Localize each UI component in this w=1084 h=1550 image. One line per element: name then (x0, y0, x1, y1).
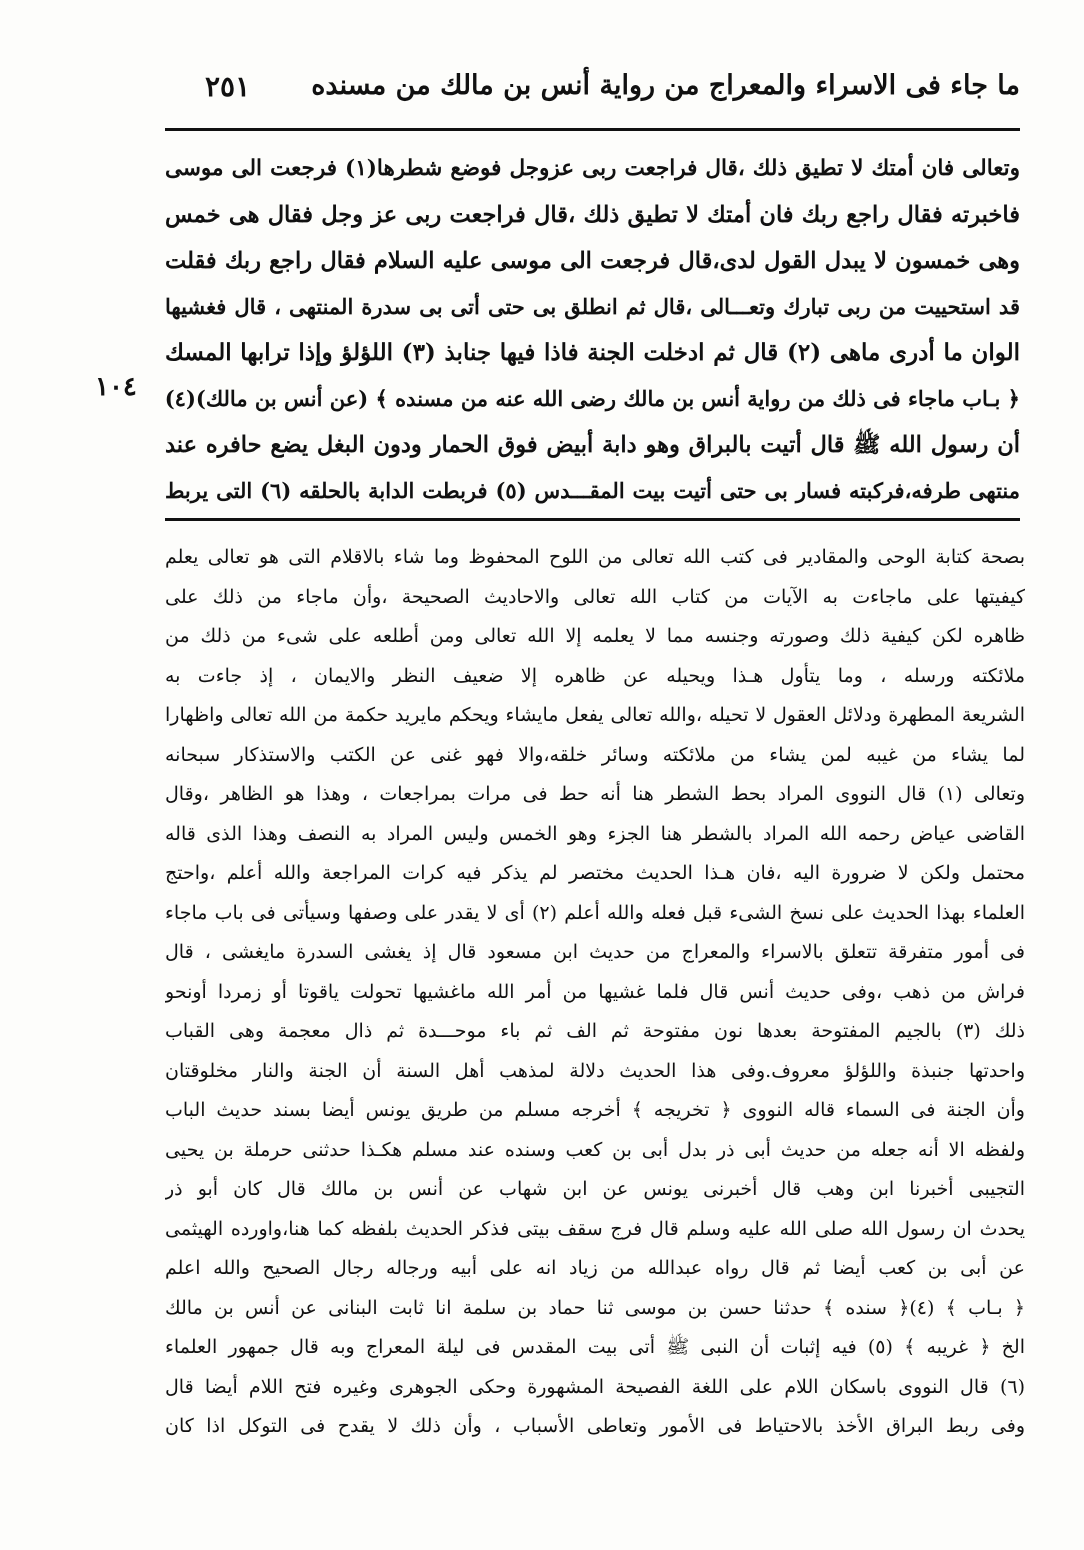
footnote-line: الشريعة المطهرة ودلائل العقول لا تحيله ،والله تعالى يفعل مايشاء ويحكم مايريد حكمة من الله تعالى واظهارا (165, 704, 1025, 726)
footnote-line: لما يشاء من غيبه لمن يشاء من ملائكته وسائر خلقه،والا فهو غنى عن الكتب والاستذكار سبحانه (165, 743, 1025, 766)
main-text-line: قد استحييت من ربى تبارك وتعـــالى ،قال ثم انطلق بى حتى أتى بى سدرة المنتهى ، قال فغشيها (165, 294, 1020, 319)
footnote-line: محتمل ولكن لا ضرورة اليه ،فان هـذا الحديث مختصر لم يذكر فيه كرات المراجعة والله أعلم ،واحتج (165, 862, 1025, 884)
main-text-line: الوان ما أدرى ماهى (٢) قال ثم ادخلت الجنة فاذا فيها جنابذ (٣) اللؤلؤ وإذا ترابها المسك (165, 339, 1020, 366)
chapter-heading-line: ﴿ بـاب ماجاء فى ذلك من رواية أنس بن مالك رضى الله عنه من مسنده ﴾ (عن أنس بن مالك)(٤) (165, 386, 1020, 411)
footnote-line: بصحة كتابة الوحى والمقادير فى كتب الله تعالى من اللوح المحفوظ وما شاء بالاقلام التى هو تعالى يعلم (165, 546, 1025, 568)
footnote-line: وأن الجنة فى السماء قاله النووى ﴿ تخريجه ﴾ أخرجه مسلم من طريق يونس أيضا بسند حديث الباب (165, 1099, 1025, 1121)
footnote-line: ظاهره لكن كيفية ذلك وصورته وجنسه مما لا يعلمه إلا الله تعالى ومن أطلعه على شىء من ذلك من (165, 625, 1025, 647)
footnote-line: ملائكته ورسله ، وما يتأول هـذا ويحيله عن ظاهره إلا ضعيف النظر والايمان ، إذ جاءت به (165, 664, 1025, 687)
footnote-separator (165, 518, 1020, 521)
running-title: ما جاء فى الاسراء والمعراج من رواية أنس بن مالك من مسنده (311, 70, 1020, 101)
header-rule (165, 128, 1020, 131)
footnote-line: ذلك (٣) بالجيم المفتوحة بعدها نون مفتوحة ثم الف ثم باء موحـــدة ثم ذال معجمة وهى القباب (165, 1020, 1025, 1042)
main-text-line: وهى خمسون لا يبدل القول لدى،قال فرجعت الى موسى عليه السلام فقال راجع ربك فقلت (165, 248, 1020, 274)
hadith-number: ١٠٤ (95, 372, 137, 402)
footnote-line: كيفيتها على ماجاءت به الآيات من كتاب الله تعالى والاحاديث الصحيحة ،وأن ماجاء من ذلك على (165, 585, 1025, 608)
footnote-line: فراش من ذهب ،وفى حديث أنس قال فلما غشيها من أمر الله ماغشيها تحولت ياقوتا أو زمردا أونحو (165, 980, 1025, 1003)
footnote-line: وفى ربط البراق الأخذ بالاحتياط فى الأمور وتعاطى الأسباب ، وأن ذلك لا يقدح فى التوكل اذا كان (165, 1415, 1025, 1437)
footnote-line: واحدتها جنبذة واللؤلؤ معروف.وفى هذا الحديث دلالة لمذهب أهل السنة أن الجنة والنار مخلوقتان (165, 1059, 1025, 1082)
footnote-line: الخ ﴿ غريبه ﴾ (٥) فيه إثبات أن النبى ﷺ أتى بيت المقدس فى ليلة المعراج وبه قال جمهور العلماء (165, 1336, 1025, 1358)
footnote-line: وتعالى (١) قال النووى المراد بحط الشطر هنا أنه حط فى مرات بمراجعات ، وهذا هو الظاهر ،وقال (165, 783, 1025, 805)
footnote-line: (٦) قال النووى باسكان اللام على اللغة الفصيحة المشهورة وحكى الجوهرى وغيره فتح اللام أيضا قال (165, 1375, 1025, 1398)
main-text-line: منتهى طرفه،فركبته فسار بى حتى أتيت بيت المقـــدس (٥) فربطت الدابة بالحلقه (٦) التى يربط (165, 478, 1020, 503)
page-header (165, 66, 1020, 114)
main-text-line: فاخبرته فقال راجع ربك فان أمتك لا تطيق ذلك ،قال فراجعت ربى عز وجل فقال هى خمس (165, 202, 1020, 228)
footnote-line: عن أبى بن كعب أيضا ثم قال رواه عبدالله من زياد انه على أبيه ورجاله رجال الصحيح والله اعلم (165, 1257, 1025, 1279)
footnote-line: التجيبى أخبرنا ابن وهب قال أخبرنى يونس عن ابن شهاب عن أنس بن مالك قال كان أبو ذر (165, 1178, 1025, 1200)
page-number: ٢٥١ (205, 70, 251, 103)
footnote-line: القاضى عياض رحمه الله المراد بالشطر هنا الجزء وهو الخمس وليس المراد به النصف وهذا الذى قاله (165, 822, 1025, 845)
footnote-line: فى أمور متفرقة تتعلق بالاسراء والمعراج من حديث ابن مسعود قال إذ يغشى السدرة مايغشى ، قال (165, 941, 1025, 963)
main-text (165, 146, 1020, 514)
footnote-line: العلماء بهذا الحديث على نسخ الشىء قبل فعله والله أعلم (٢) أى لا يقدر على وصفها وسيأتى فى باب ماجاء (165, 901, 1025, 924)
footnote-line: ﴿ بـاب ﴾ (٤)﴿ سنده ﴾ حدثنا حسن بن موسى ثنا حماد بن سلمة انا ثابت البنانى عن أنس بن مالك (165, 1296, 1025, 1319)
main-text-line: وتعالى فان أمتك لا تطيق ذلك ،قال فراجعت ربى عزوجل فوضع شطرها(١) فرجعت الى موسى (165, 156, 1020, 181)
footnote-line: يحدث ان رسول الله صلى الله عليه وسلم قال فرج سقف بيتى فذكر الحديث بلفظه كما هنا،واورده الهيثمى (165, 1217, 1025, 1240)
footnote-line: ولفظه الا أنه جعله من حديث أبى ذر بدل أبى بن كعب وسنده عند مسلم هكـذا حدثنى حرملة بن يحيى (165, 1138, 1025, 1161)
main-text-line: أن رسول الله ﷺ قال أتيت بالبراق وهو دابة أبيض فوق الحمار ودون البغل يضع حافره عند (165, 432, 1020, 458)
footnotes (165, 538, 1025, 1447)
